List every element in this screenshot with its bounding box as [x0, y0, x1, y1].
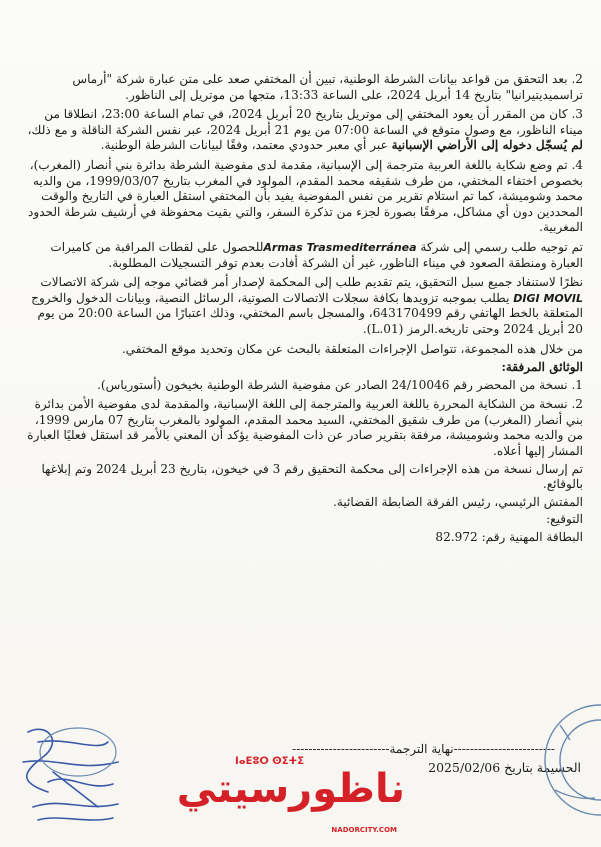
logo-arabic-text: ناظورسيتي	[176, 766, 405, 812]
paragraph-3	[26, 107, 583, 154]
badge-number: البطاقة المهنية رقم: 82.972	[435, 530, 583, 545]
signature-label: التوقيع:	[546, 512, 583, 527]
document-body	[26, 72, 583, 548]
end-of-translation: -------------------------نهاية الترجمة------------------------	[292, 742, 555, 756]
signature-stamp-left	[8, 712, 128, 832]
paragraph-3-bold: لم يُسجّل دخوله إلى الأراضي الإسبانية	[391, 138, 583, 153]
paragraph-5-text-b: للحصول على لقطات المراقبة من كاميرات العبارة ومنطقة الصعود في ميناء الناظور، غير أن الشركة أفادت بعدم توفر التسجيلات المطلوبة.	[50, 239, 583, 270]
paragraph-3-text-c: عبر أي معبر حدودي معتمد، وفقًا لبيانات الشرطة الوطنية.	[100, 138, 392, 153]
company-name: Armas Trasmediterránea	[263, 240, 417, 254]
stamp-right	[520, 700, 601, 820]
paragraph-6-text-b: يطلب بموجبه تزويدها بكافة سجلات الاتصالات الصوتية، الرسائل النصية، وبيانات الدخول والخروج المتعلقة بالخط الهاتفي رقم 643170499، والمسجل باسم المختفي، وذلك اعتبارًا من الساعة 20:00 من يوم 20 أبريل 2024 وحتى تاريخه.الرمز (L.01).	[31, 290, 583, 336]
telecom-name: DIGI MOVIL	[513, 291, 583, 305]
annex-title: الوثائق المرفقة:	[501, 360, 583, 375]
paragraph-6	[26, 275, 583, 337]
logo-url: NADORCITY.COM	[331, 826, 397, 834]
paragraph-3-text-a: 3. كان من المقرر أن يعود المختفي إلى موتريل بتاريخ 20 أبريل 2024، في تمام الساعة 23:00، انطلاقا من ميناء الناظور، مع وصول متوقع في الساعة 07:00 من يوم 21 أبريل 2024، عبر نفس الشركة الناقلة و مع ذلك،	[27, 107, 583, 137]
nadorcity-logo	[176, 756, 405, 841]
paragraph-5-text-a: تم توجيه طلب رسمي إلى شركة	[416, 239, 583, 254]
signatory-title: المفتش الرئيسي، رئيس الفرقة الضابطة القضائية.	[333, 494, 583, 509]
annex-item-1: 1. نسخة من المحضر رقم 24/10046 الصادر عن مفوضية الشرطة الوطنية بخيخون (أستورياس).	[97, 377, 583, 392]
annex-item-2: 2. نسخة من الشكاية المحررة باللغة العربية والمترجمة إلى اللغة الإسبانية، والمقدمة لدى مفوضية الأمن بدائرة بني أنصار (المغرب) من طرف شقيق المختفي، السيد محمد المقدم، المولود بالمغرب بتاريخ 07 مارس 1999، من والديه محمد وشوميشة، مرفقة بتقرير صادر عن ذات المفوضية يؤكد أن المعني بالأمر قد استقل فعليًا العبارة المشار إليها أعلاه.	[27, 397, 583, 459]
paragraph-2: 2. بعد التحقق من قواعد بيانات الشرطة الوطنية، تبين أن المختفي صعد على متن عبارة شركة "أرماس تراسميديتيرانيا" بتاريخ 14 أبريل 2024، على الساعة 13:33، متجها من موتريل إلى الناظور.	[72, 72, 583, 102]
paragraph-4: 4. تم وضع شكاية باللغة العربية مترجمة إلى الإسبانية، مقدمة لدى مفوضية الشرطة بدائرة بني أنصار (المغرب)، بخصوص اختفاء المختفي، من طرف شقيقه محمد المقدم، المولود في المغرب بتاريخ 1999/03/07، من والديه محمد وشوميشة، كما تم استلام تقرير من نفس المفوضية يفيد بأن المختفي استقل العبارة في التاريخ والوقت المحددين دون أي مشاكل، مرفقًا بصورة لجزء من تذكرة السفر، والتي بقيت محفوظة في أرشيف شرطة الحدود المغربية.	[27, 157, 583, 235]
paragraph-7: من خلال هذه المجموعة، تتواصل الإجراءات المتعلقة بالبحث عن مكان وتحديد موقع المختفي.	[121, 341, 583, 356]
paragraph-5	[26, 240, 583, 271]
date-line: الحسيمة بتاريخ 2025/02/06	[428, 760, 581, 775]
paragraph-6-text-a: نظرًا لاستنفاد جميع سبل التحقيق، يتم تقديم طلب إلى المحكمة لإصدار أمر قضائي موجه إلى شركة الاتصالات	[40, 275, 583, 290]
paragraph-8: تم إرسال نسخة من هذه الإجراءات إلى محكمة التحقيق رقم 3 في خيخون، بتاريخ 23 أبريل 2024 وتم إبلاغها بالوقائع.	[41, 461, 583, 492]
logo-amazigh-text: ⵏⴰⴹⵓⵔ ⵙⵉⵜⵉ	[235, 756, 305, 767]
